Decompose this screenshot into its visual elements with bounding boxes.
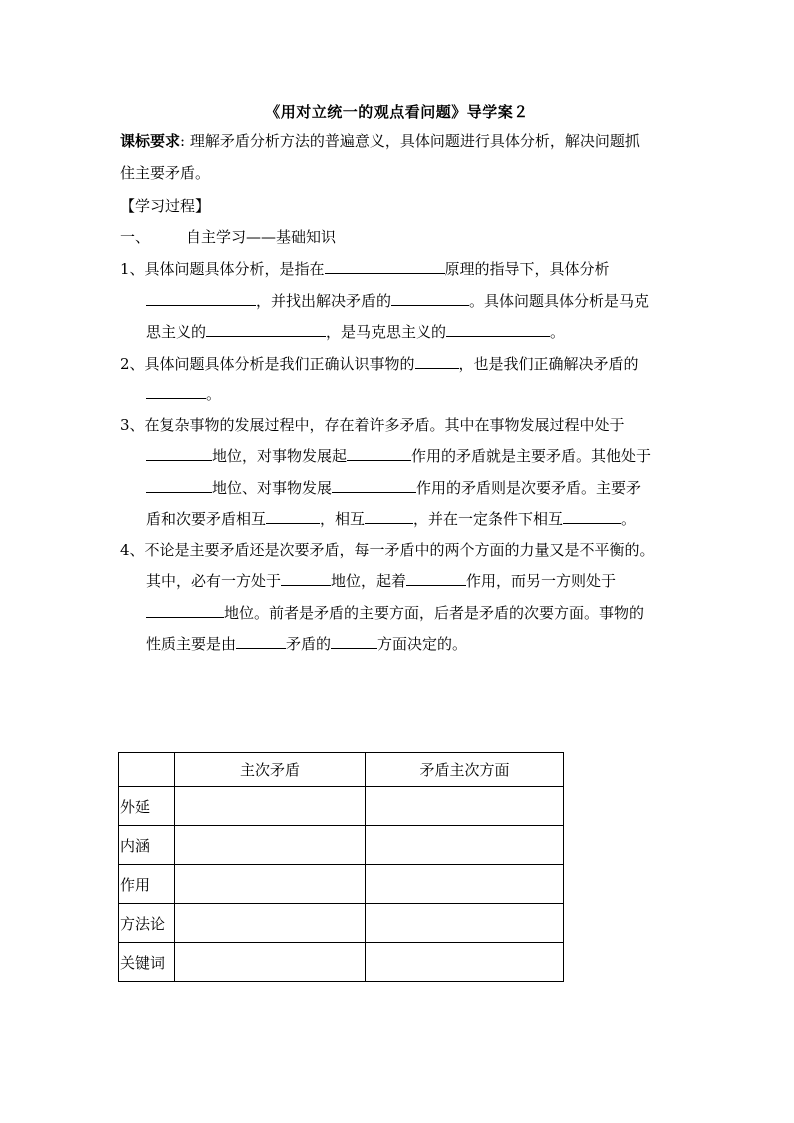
q1-blank-2[interactable]	[146, 291, 256, 306]
q3-line-2	[146, 446, 651, 466]
table-row	[119, 943, 564, 982]
table-cell[interactable]	[366, 787, 564, 826]
q4-line-1: 4、不论是主要矛盾还是次要矛盾，每一矛盾中的两个方面的力量又是不平衡的。	[120, 541, 655, 559]
q4-text: 性质主要是由	[146, 635, 237, 653]
q4-line-4	[146, 634, 467, 654]
q4-text: 地位。前者是矛盾的主要方面，后者是矛盾的次要方面。事物的	[224, 604, 645, 622]
requirement-line-2: 住主要矛盾。	[120, 164, 211, 182]
q1-line-2	[146, 291, 649, 311]
q3-line-4	[146, 509, 636, 529]
table-cell[interactable]	[175, 787, 366, 826]
q4-text: 作用，而另一方则处于	[466, 572, 617, 590]
table-row	[119, 787, 564, 826]
q1-blank-5[interactable]	[446, 322, 550, 337]
q3-text: 作用的矛盾就是主要矛盾。其他处于	[411, 447, 652, 465]
q3-blank-5[interactable]	[266, 509, 320, 524]
table-row	[119, 826, 564, 865]
requirement-label: 课标要求	[120, 132, 181, 150]
table-header-cell: 主次矛盾	[175, 753, 366, 787]
table-header-row	[119, 753, 564, 787]
q3-blank-2[interactable]	[347, 446, 411, 461]
table-row-label: 外延	[119, 787, 175, 826]
q2-line-1	[120, 354, 639, 374]
q2-text: 2、具体问题具体分析是我们正确认识事物的	[120, 355, 415, 373]
q3-line-3	[146, 478, 641, 498]
table-cell[interactable]	[366, 826, 564, 865]
requirement-line-1	[120, 131, 640, 151]
table-header-cell: 矛盾主次方面	[366, 753, 564, 787]
q4-blank-5[interactable]	[331, 634, 377, 649]
table-cell[interactable]	[366, 904, 564, 943]
table-cell[interactable]	[175, 943, 366, 982]
q1-blank-3[interactable]	[391, 291, 469, 306]
q4-line-3	[146, 603, 644, 623]
q4-text: 矛盾的	[286, 635, 332, 653]
q4-text: 方面决定的。	[377, 635, 468, 653]
q1-line-1	[120, 259, 610, 279]
q2-text: 。	[206, 385, 222, 403]
q4-blank-1[interactable]	[281, 571, 331, 586]
q3-blank-3[interactable]	[146, 478, 212, 493]
q3-text: 地位，对事物发展起	[212, 447, 348, 465]
table-cell[interactable]	[366, 943, 564, 982]
part1-number: 一、	[120, 228, 151, 246]
q3-text: 作用的矛盾则是次要矛盾。主要矛	[416, 479, 642, 497]
q3-text: 地位、对事物发展	[212, 479, 333, 497]
q4-text: 其中，必有一方处于	[146, 572, 282, 590]
requirement-text-1: 理解矛盾分析方法的普遍意义，具体问题进行具体分析，解决问题抓	[189, 132, 640, 150]
table-row-label: 作用	[119, 865, 175, 904]
q1-line-3	[146, 322, 565, 342]
q2-blank-1[interactable]	[415, 354, 459, 369]
table-cell[interactable]	[175, 865, 366, 904]
part1-title: 自主学习——基础知识	[186, 228, 337, 246]
q4-blank-3[interactable]	[146, 603, 224, 618]
table-row	[119, 865, 564, 904]
q1-blank-1[interactable]	[325, 259, 445, 274]
q3-text: 。	[621, 510, 637, 528]
q3-line-1: 3、在复杂事物的发展过程中，存在着许多矛盾。其中在事物发展过程中处于	[120, 416, 625, 434]
page-title: 《用对立统一的观点看问题》导学案２	[265, 103, 529, 121]
table-cell[interactable]	[175, 826, 366, 865]
q1-text: ，是马克思主义的	[326, 323, 447, 341]
q1-blank-4[interactable]	[206, 322, 326, 337]
q1-text: 思主义的	[146, 323, 207, 341]
table-row-label: 方法论	[119, 904, 175, 943]
q4-blank-2[interactable]	[406, 571, 466, 586]
table-row-label: 内涵	[119, 826, 175, 865]
q3-text: ，相互	[320, 510, 366, 528]
q3-blank-1[interactable]	[146, 446, 212, 461]
q2-text: ，也是我们正确解决矛盾的	[458, 355, 639, 373]
q4-text: 地位，起着	[331, 572, 407, 590]
q1-text: 1、具体问题具体分析，是指在	[120, 260, 325, 278]
q1-text: ，并找出解决矛盾的	[256, 292, 392, 310]
requirement-colon: :	[180, 132, 190, 150]
q4-line-2	[146, 571, 616, 591]
section-heading: 【学习过程】	[120, 197, 211, 215]
table-header-cell	[119, 753, 175, 787]
table-row-label: 关键词	[119, 943, 175, 982]
q4-blank-4[interactable]	[236, 634, 286, 649]
table-cell[interactable]	[366, 865, 564, 904]
q3-blank-4[interactable]	[332, 478, 416, 493]
q3-blank-7[interactable]	[563, 509, 621, 524]
table-row	[119, 904, 564, 943]
q3-text: 盾和次要矛盾相互	[146, 510, 267, 528]
q2-blank-2[interactable]	[146, 384, 206, 399]
q1-text: 。	[550, 323, 566, 341]
q3-text: ，并在一定条件下相互	[413, 510, 564, 528]
q3-blank-6[interactable]	[365, 509, 413, 524]
q2-line-2	[146, 384, 221, 404]
table-cell[interactable]	[175, 904, 366, 943]
q1-text: 原理的指导下，具体分析	[444, 260, 610, 278]
q1-text: 。具体问题具体分析是马克	[469, 292, 650, 310]
part1-heading	[120, 227, 336, 247]
contradiction-table	[118, 752, 564, 982]
